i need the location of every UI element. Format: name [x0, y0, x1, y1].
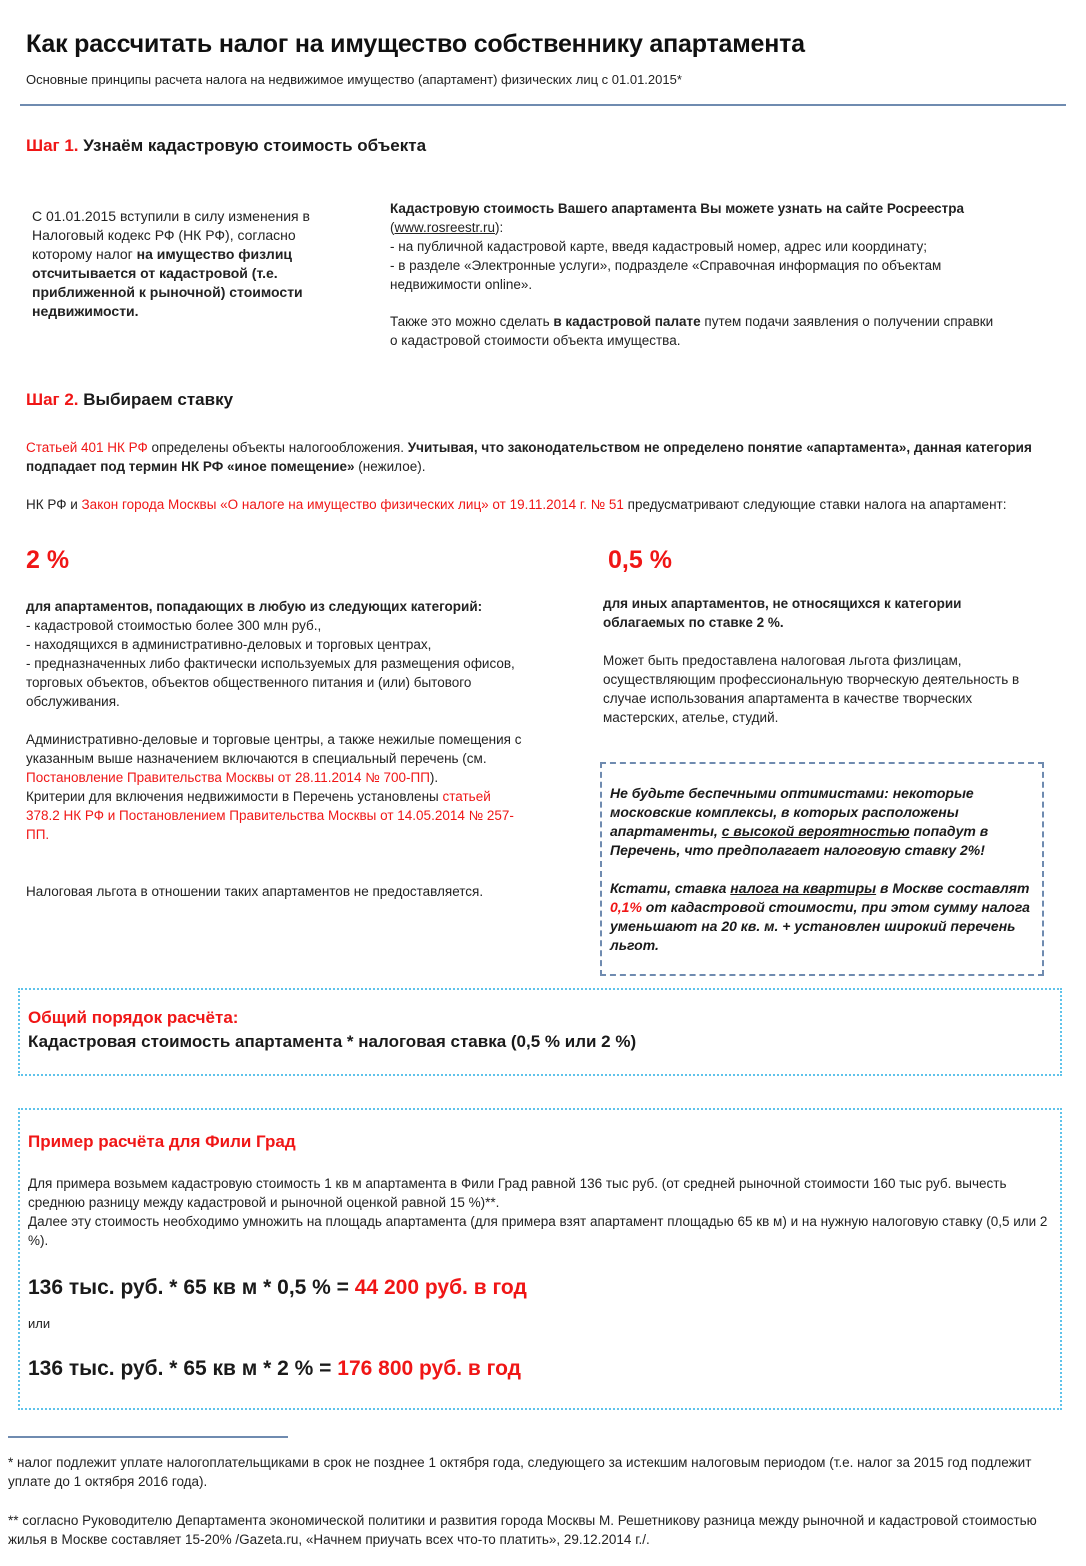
- example-calculation-box: [18, 1108, 1062, 1410]
- or-separator: или: [28, 1316, 51, 1331]
- warning-text: от кадастровой стоимости, при этом сумму налога уменьшают на 20 кв. м. + установлен широкий перечень льгот.: [610, 899, 1030, 953]
- header-divider: [20, 104, 1066, 106]
- formula-expression: 136 тыс. руб. * 65 кв м * 2 % =: [28, 1357, 338, 1380]
- footnote-2: ** согласно Руководителю Департамента экономической политики и развития города Москвы М. Решетникову разница между рыночной и кадастровой стоимостью жилья в Москве составляет 15-20% /Gazeta.ru, «Начнем приучать всех что-то платить», 29.12.2014 г./.: [8, 1513, 1037, 1547]
- criteria-plain: Критерии для включения недвижимости в Перечень установлены: [26, 789, 443, 804]
- step2-intro-1: [26, 438, 1066, 476]
- warning-paragraph-1: [610, 784, 1032, 860]
- rate-low-benefit-text: Может быть предоставлена налоговая льгота физлицам, осуществляющим профессиональную творческую деятельность в случае использования апартамента в качестве творческих мастерских, ателье, студий.: [603, 653, 1020, 725]
- example-title: Пример расчёта для Фили Град: [28, 1132, 296, 1151]
- page-title: Как рассчитать налог на имущество собственнику апартамента: [26, 30, 805, 58]
- intro1-bold: Учитывая, что законодательством не определено понятие «апартамента», данная категория подпадает под термин НК РФ «иное помещение»: [26, 440, 1032, 474]
- rate-high-item: - кадастровой стоимостью более 300 млн руб.,: [26, 618, 322, 633]
- flat-rate-value: 0,1%: [610, 899, 642, 915]
- rate-high-item: - предназначенных либо фактически используемых для размещения офисов, торговых объектов, объектов общественного питания и (или) бытового обслуживания.: [26, 656, 515, 709]
- article-401-link[interactable]: Статьей 401 НК РФ: [26, 440, 148, 455]
- rate-2-percent: 2 %: [26, 546, 70, 574]
- example-formula-05: [28, 1276, 1052, 1300]
- rate-high-heading: для апартаментов, попадающих в любую из следующих категорий:: [26, 599, 483, 614]
- rosreestr-paragraph: [390, 199, 1000, 237]
- rate-low-heading: для иных апартаментов, не относящихся к категории облагаемых по ставке 2 %.: [603, 596, 962, 630]
- warning-callout: [600, 762, 1044, 976]
- example-desc-1: Для примера возьмем кадастровую стоимость 1 кв м апартамента в Фили Град равной 136 тыс руб. (от средней рыночной стоимости 160 тыс руб. вычесть среднюю разницу между кадастровой и рыночной оценкой равной 15 %)**.: [28, 1176, 1007, 1210]
- step2-title: Выбираем ставку: [83, 390, 234, 409]
- warning-text: Не будьте беспечными оптимистами: некоторые московские комплексы, в которых расположены апартаменты,: [610, 785, 974, 839]
- example-desc-2: Далее эту стоимость необходимо умножить на площадь апартамента (для примера взят апартамент площадью 65 кв м) и на нужную налоговую ставку (0,5 или 2 %).: [28, 1214, 1048, 1248]
- general-calculation-box: [18, 988, 1062, 1076]
- special-list-paragraph: [26, 730, 526, 787]
- intro1-tail: (нежилое).: [354, 459, 426, 474]
- step1-label: Шаг 1.: [26, 136, 79, 155]
- warning-text: Кстати, ставка: [610, 880, 731, 896]
- warning-paragraph-2: [610, 879, 1032, 955]
- step1-title: Узнаём кадастровую стоимость объекта: [83, 136, 427, 155]
- footnote-divider: [8, 1436, 288, 1438]
- chamber-plain-2: путем подачи заявления о получении справки о кадастровой стоимости объекта имущества.: [390, 314, 994, 348]
- rate-high-item: - находящихся в административно-деловых и торговых центрах,: [26, 637, 432, 652]
- step2-intro-2: [26, 495, 1066, 514]
- step1-heading: [26, 136, 426, 156]
- calc-title: Общий порядок расчёта:: [28, 1008, 239, 1027]
- footnote-1: * налог подлежит уплате налогоплательщиками в срок не позднее 1 октября года, следующего за истекшим налоговым периодом (т.е. налог за 2015 год подлежит уплате до 1 октября 2016 года).: [8, 1455, 1032, 1489]
- no-benefit-text: Налоговая льгота в отношении таких апартаментов не предоставляется.: [26, 884, 484, 899]
- special-list-plain: Административно-деловые и торговые центры, а также нежилые помещения с указанным выше назначением включаются в специальный перечень (см.: [26, 732, 522, 766]
- step1-left-plain: С 01.01.2015 вступили в силу изменения в Налоговый кодекс РФ (НК РФ), согласно которому налог: [32, 208, 310, 262]
- apartment-tax-link[interactable]: налога на квартиры: [730, 880, 877, 896]
- paren-close: ):: [495, 220, 504, 235]
- warning-underlined: с высокой вероятностью: [721, 823, 910, 839]
- chamber-plain-1: Также это можно сделать: [390, 314, 554, 329]
- special-list-close: ).: [429, 770, 439, 785]
- formula-result: 176 800 руб. в год: [337, 1357, 521, 1380]
- cadastral-chamber-paragraph: [390, 312, 1000, 350]
- paren-open: (: [390, 220, 395, 235]
- rate-05-percent: 0,5 %: [608, 546, 672, 574]
- warning-text: в Москве составлят: [876, 880, 1030, 896]
- example-description: [28, 1174, 1048, 1250]
- intro1-plain: определены объекты налогообложения.: [147, 440, 408, 455]
- intro2-plain-2: предусматривают следующие ставки налога на апартамент:: [623, 497, 1007, 512]
- formula-result: 44 200 руб. в год: [354, 1276, 527, 1299]
- warning-text: попадут в Перечень, что предполагает налоговую ставку 2%!: [610, 823, 989, 858]
- calc-formula: Кадастровая стоимость апартамента * налоговая ставка (0,5 % или 2 %): [28, 1032, 637, 1051]
- step1-right-text: [390, 199, 1000, 350]
- decree-700-link[interactable]: Постановление Правительства Москвы от 28.11.2014 № 700-ПП: [26, 770, 430, 785]
- rosreestr-item-1: - на публичной кадастровой карте, введя кадастровый номер, адрес или координату;: [390, 239, 927, 254]
- intro2-plain-1: НК РФ и: [26, 497, 82, 512]
- step2-heading: [26, 390, 233, 410]
- rate-high-column: [26, 597, 526, 901]
- page-subtitle: Основные принципы расчета налога на недвижимое имущество (апартамент) физических лиц с 01.01.2015*: [26, 72, 682, 87]
- step2-label: Шаг 2.: [26, 390, 79, 409]
- article-378-link[interactable]: статьей 378.2 НК РФ и Постановлением Правительства Москвы от 14.05.2014 № 257-ПП.: [26, 789, 514, 842]
- chamber-bold: в кадастровой палате: [553, 314, 701, 329]
- rate-low-column: [603, 594, 1043, 727]
- moscow-law-link[interactable]: Закон города Москвы «О налоге на имущество физических лиц» от 19.11.2014 г. № 51: [81, 497, 624, 512]
- criteria-paragraph: [26, 787, 526, 844]
- rosreestr-link[interactable]: www.rosreestr.ru: [394, 220, 496, 235]
- formula-expression: 136 тыс. руб. * 65 кв м * 0,5 % =: [28, 1276, 355, 1299]
- rosreestr-item-2: - в разделе «Электронные услуги», подразделе «Справочная информация по объектам недвижимости online».: [390, 258, 942, 292]
- step1-left-text: [32, 207, 352, 321]
- rosreestr-bold: Кадастровую стоимость Вашего апартамента Вы можете узнать на сайте Росреестра: [390, 201, 965, 216]
- example-formula-2: [28, 1357, 1052, 1381]
- step1-left-bold: на имущество физлиц отсчитывается от кадастровой (т.е. приближенной к рыночной) стоимости недвижимости.: [32, 246, 303, 319]
